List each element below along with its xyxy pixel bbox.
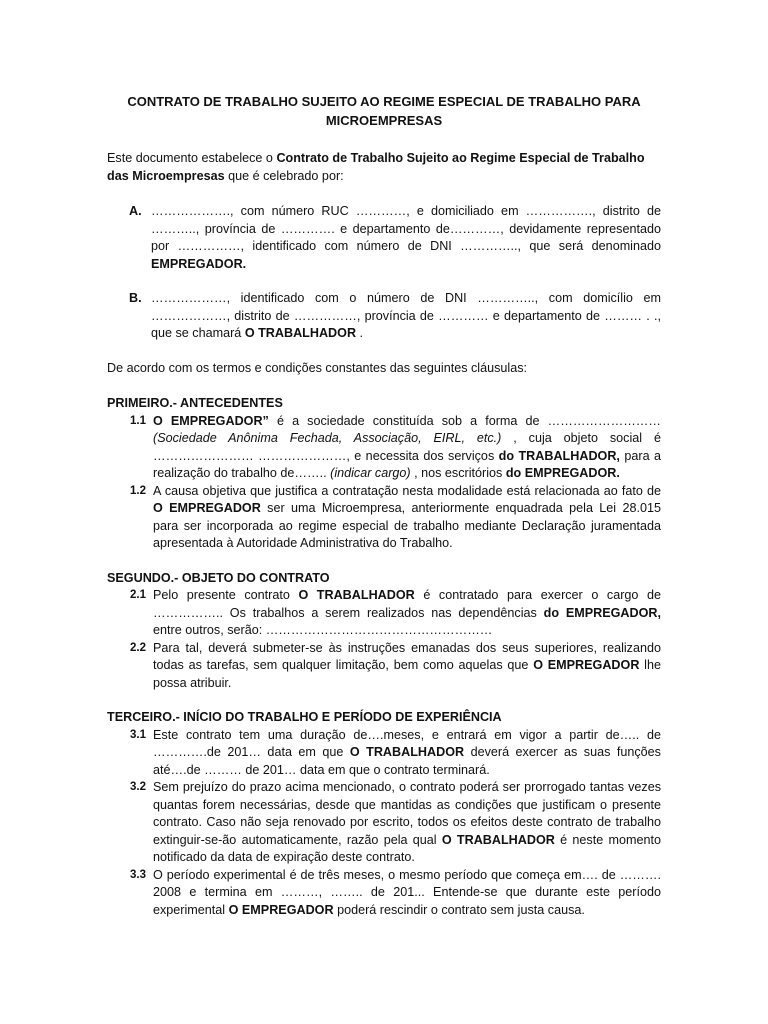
party-text: ………………., com número RUC …………, e domiciliado em ……………., distrito de ……….., província de …………. e departamento de…………, devidamente representado por ……………, identificado com número de DNI ………….., que será denominado EMPREGADOR.	[151, 204, 661, 271]
clause-number: 3.3	[130, 868, 146, 881]
clauses-lead: De acordo com os termos e condições constantes das seguintes cláusulas:	[107, 360, 528, 375]
clause-2-2	[107, 640, 661, 693]
party-letter: B.	[129, 291, 142, 305]
section-terceiro	[107, 709, 661, 919]
clause-number: 3.2	[130, 781, 146, 793]
party-b	[107, 290, 661, 343]
party-letter: A.	[129, 204, 142, 218]
clause-1-1	[107, 413, 661, 483]
section-primeiro	[107, 395, 661, 553]
clause-text: Para tal, deverá submeter-se às instruções emanadas dos seus superiores, realizando todas as tarefas, sem qualquer limitação, bem como aquelas que O EMPREGADOR lhe possa atribuir.	[153, 640, 661, 690]
party-text: ………………, identificado com o número de DNI ………….., com domicílio em ………………, distrito de ……………, província de ………… e departamento de ……… . ., que se chamará O TRABALHADOR .	[151, 291, 661, 340]
clause-text: Pelo presente contrato O TRABALHADOR é contratado para exercer o cargo de …………….. Os trabalhos a serem realizados nas dependências do EMPREGADOR, entre outros, serão: ………………………………………………	[153, 588, 661, 637]
clause-3-1	[107, 727, 661, 780]
clause-text: Sem prejuízo do prazo acima mencionado, o contrato poderá ser prorrogado tantas vezes quantas forem necessárias, desde que mantidas as condições que justificam o presente contrato. Caso não seja renovado por escrito, todos os efeitos deste contrato de trabalho extinguir-se-ão automaticamente, razão pela qual O TRABALHADOR é neste momento notificado da data de expiração deste contrato.	[153, 780, 661, 864]
party-a	[107, 203, 661, 273]
clause-2-1	[107, 587, 661, 640]
clause-number: 2.1	[130, 589, 146, 601]
title-line-1: CONTRATO DE TRABALHO SUJEITO AO REGIME ESPECIAL DE TRABALHO PARA	[127, 94, 641, 109]
title-line-2: MICROEMPRESAS	[325, 113, 443, 128]
section-heading: SEGUNDO.- OBJETO DO CONTRATO	[107, 570, 330, 585]
clause-text: O EMPREGADOR” é a sociedade constituída sob a forma de ……………………… (Sociedade Anônima Fechada, Associação, EIRL, etc.) , cuja objeto social é …………………… …………………, e necessita dos serviços do TRABALHADOR, para a realização do trabalho de…….. (indicar cargo) , nos escritórios do EMPREGADOR.	[153, 413, 661, 480]
clause-text: A causa objetiva que justifica a contratação nesta modalidade está relacionada ao fato de O EMPREGADOR ser uma Microempresa, anteriormente enquadrada pela Lei 28.015 para ser incorporada ao regime especial de trabalho mediante Declaração juramentada apresentada à Autoridade Administrativa do Trabalho.	[153, 483, 661, 550]
intro-paragraph: Este documento estabelece o Contrato de Trabalho Sujeito ao Regime Especial de Trabalho das Microempresas que é celebrado por:	[107, 151, 645, 183]
clause-number: 1.1	[130, 414, 146, 427]
clause-3-2	[107, 779, 661, 867]
clause-1-2	[107, 483, 661, 553]
clause-text: O período experimental é de três meses, o mesmo período que começa em…. de ………. 2008 e termina em ………, …….. de 201... Entende-se que durante este período experimental O EMPREGADOR poderá rescindir o contrato sem justa causa.	[153, 867, 661, 917]
clause-number: 3.1	[130, 728, 146, 741]
section-segundo	[107, 570, 661, 693]
document-title	[107, 92, 661, 130]
clause-number: 1.2	[130, 484, 146, 497]
clause-number: 2.2	[130, 641, 146, 654]
clause-text: Este contrato tem uma duração de….meses, e entrará em vigor a partir de….. de ………….de 201… data em que O TRABALHADOR deverá exercer as suas funções até….de ……… de 201… data em que o contrato terminará.	[153, 727, 661, 777]
section-heading: PRIMEIRO.- ANTECEDENTES	[107, 396, 283, 410]
clause-3-3	[107, 867, 661, 920]
section-heading: TERCEIRO.- INÍCIO DO TRABALHO E PERÍODO DE EXPERIÊNCIA	[107, 710, 502, 724]
